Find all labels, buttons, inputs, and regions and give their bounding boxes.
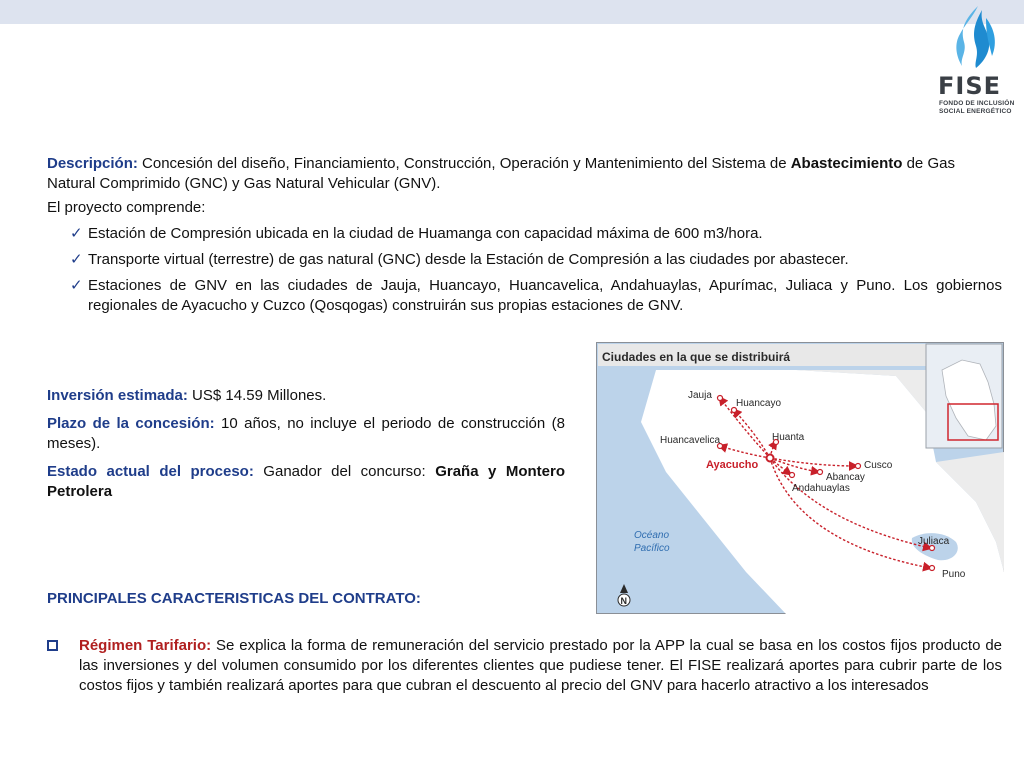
status-winner: Graña y Montero Petrolera	[47, 463, 566, 500]
top-bar	[0, 0, 1024, 24]
contract-features-heading: PRINCIPALES CARACTERISTICAS DEL CONTRATO:	[47, 590, 421, 607]
tariff-regime-description: Se explica la forma de remuneración del servicio prestado por la APP la cual se basa en los costos fijos producto de las inversiones y del volumen consumido por los diferentes clientes que pudiese tener. El FISE realizará aportes para cubrir parte de los costos fijos y también realizará aportes para que cubran el descuento al precio del GNV para hacerlo atractivo a los interesados	[79, 637, 1002, 694]
label-huancayo: Huancayo	[736, 398, 782, 409]
fise-logo	[930, 4, 1020, 116]
distribution-map	[596, 342, 1004, 614]
tariff-regime-item	[47, 636, 1002, 696]
ocean-label-1: Océano	[634, 530, 670, 541]
checkbox-bullet-icon	[47, 640, 58, 651]
label-huanta: Huanta	[772, 432, 805, 443]
checkmark-icon: ✓	[70, 225, 83, 242]
status-line	[47, 462, 565, 502]
status-label: Estado actual del proceso:	[47, 463, 254, 480]
north-label: N	[620, 596, 627, 606]
label-cusco: Cusco	[864, 460, 893, 471]
list-item-text: Estación de Compresión ubicada en la ciudad de Huamanga con capacidad máxima de 600 m3/hora.	[88, 225, 763, 242]
investment-value: US$ 14.59 Millones.	[187, 387, 327, 404]
project-items-list	[70, 224, 1002, 322]
term-label: Plazo de la concesión:	[47, 415, 215, 432]
project-includes-heading: El proyecto comprende:	[47, 199, 206, 216]
list-item-text: Transporte virtual (terrestre) de gas natural (GNC) desde la Estación de Compresión a las ciudades por abastecer.	[88, 251, 849, 268]
list-item	[70, 276, 1002, 316]
list-item	[70, 250, 1002, 270]
map-title: Ciudades en la que se distribuirá	[602, 350, 791, 364]
label-huancavelica: Huancavelica	[660, 435, 721, 446]
label-abancay: Abancay	[826, 472, 865, 483]
project-summary	[47, 386, 565, 510]
description-bold: Abastecimiento	[790, 155, 903, 172]
logo-subtitle-2: SOCIAL ENERGÉTICO	[939, 108, 1012, 115]
tariff-regime-label: Régimen Tarifario:	[79, 637, 212, 654]
description-paragraph	[47, 154, 1002, 194]
description-text-2: de Gas Natural Comprimido (GNC) y Gas Natural Vehicular (GNV).	[47, 155, 955, 192]
logo-name: FISE	[938, 72, 1002, 100]
label-andahuaylas: Andahuaylas	[792, 483, 850, 494]
marker-jauja	[718, 396, 723, 401]
investment-label: Inversión estimada:	[47, 387, 188, 404]
ocean-label-2: Pacífico	[634, 543, 670, 554]
investment-line	[47, 386, 565, 406]
description-text-1: Concesión del diseño, Financiamiento, Construcción, Operación y Mantenimiento del Sistema de	[137, 155, 791, 172]
marker-puno	[930, 566, 935, 571]
term-line	[47, 414, 565, 454]
label-jauja: Jauja	[688, 390, 712, 401]
tariff-regime-text	[79, 636, 1002, 696]
label-puno: Puno	[942, 569, 966, 580]
marker-ayacucho	[767, 455, 774, 462]
flame-icon	[952, 4, 1000, 70]
label-juliaca: Juliaca	[918, 536, 950, 547]
label-ayacucho: Ayacucho	[706, 459, 759, 471]
list-item	[70, 224, 1002, 244]
description-label: Descripción:	[47, 155, 138, 172]
marker-abancay	[818, 470, 823, 475]
list-item-text: Estaciones de GNV en las ciudades de Jauja, Huancayo, Huancavelica, Andahuaylas, Apurímac, Juliaca y Puno. Los gobiernos regionales de Ayacucho y Cuzco (Qosqogas) construirán sus propias estaciones de GNV.	[88, 277, 1002, 314]
checkmark-icon: ✓	[70, 277, 83, 294]
status-value: Ganador del concurso:	[253, 463, 436, 480]
checkmark-icon: ✓	[70, 251, 83, 268]
marker-cusco	[856, 464, 861, 469]
logo-subtitle-1: FONDO DE INCLUSIÓN	[939, 100, 1015, 107]
term-value: 10 años, no incluye el periodo de construcción (8 meses).	[47, 415, 565, 452]
marker-andahuaylas	[790, 473, 795, 478]
